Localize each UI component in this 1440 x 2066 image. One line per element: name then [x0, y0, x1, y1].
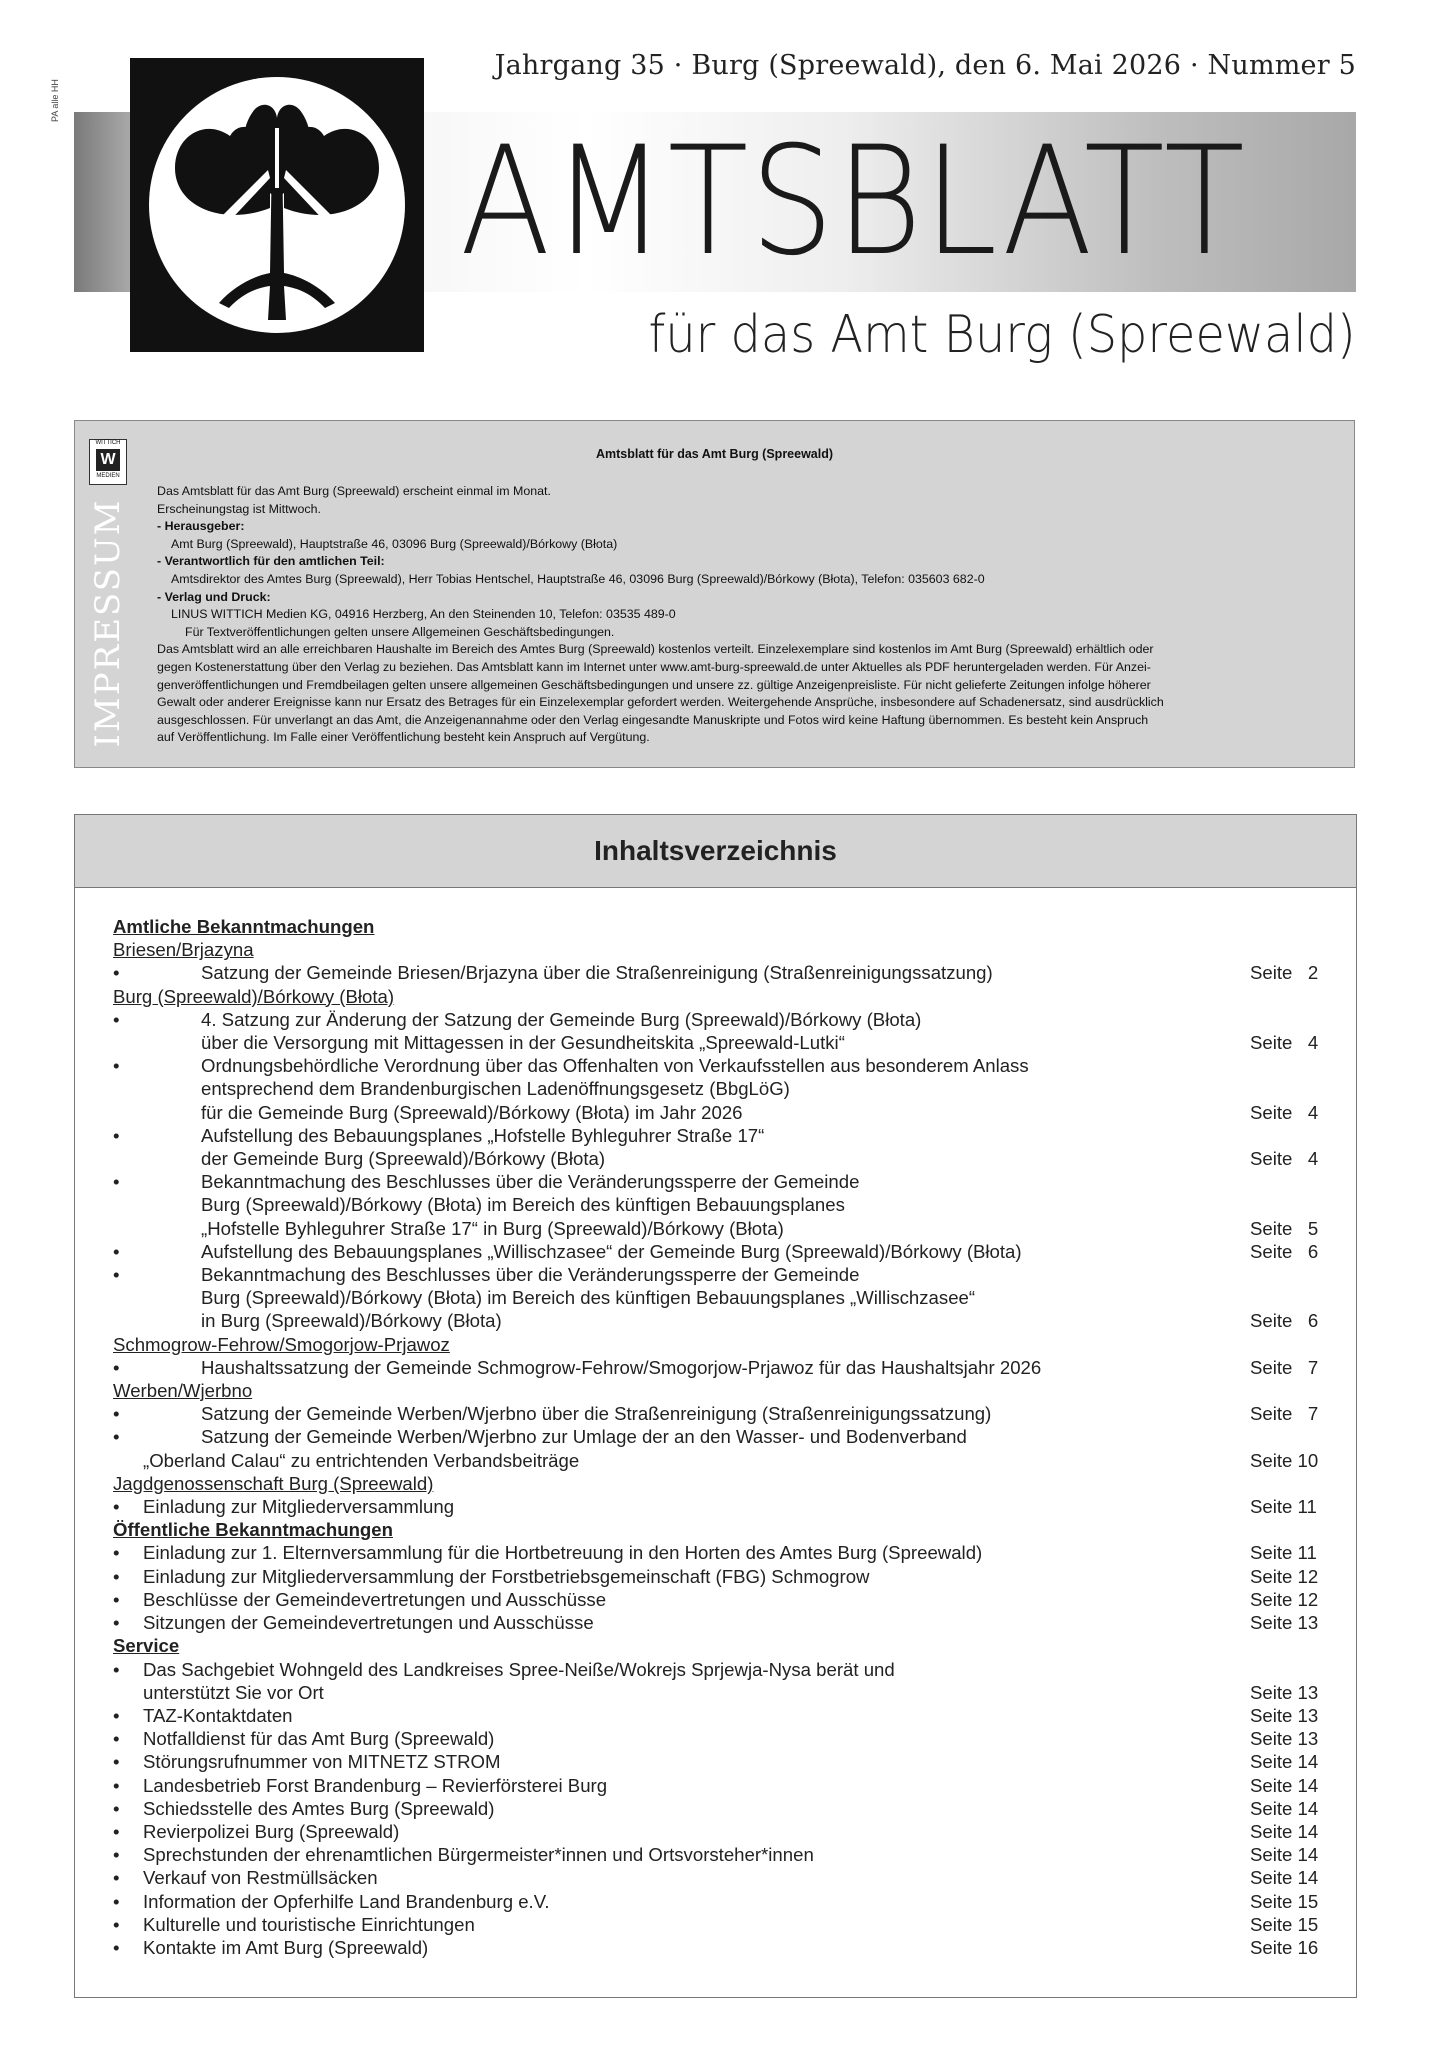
toc-entry	[113, 1309, 1322, 1332]
toc-entry-text: Notfalldienst für das Amt Burg (Spreewald)	[143, 1728, 495, 1750]
bullet-icon: •	[113, 1728, 120, 1750]
toc-entry-text: „Hofstelle Byhleguhrer Straße 17“ in Burg (Spreewald)/Bórkowy (Błota)	[201, 1217, 784, 1239]
toc-page-number: Seite 5	[1250, 1217, 1319, 1239]
bullet-icon: •	[113, 1844, 120, 1866]
toc-page-number: Seite 11	[1250, 1496, 1317, 1518]
impressum-line: Gewalt oder anderer Ereignisse kann nur Ersatz des Betrages für ein Einzelexemplar gefordert werden. Weitergehende Ansprüche, insbesondere auf Schadenersatz, sind ausdrücklich	[157, 695, 1164, 710]
toc-page-number: Seite 14	[1250, 1844, 1319, 1866]
bullet-icon: •	[113, 1008, 120, 1030]
toc-entry	[113, 1402, 1322, 1425]
impressum-line: gegen Kostenerstattung über den Verlag zu beziehen. Das Amtsblatt kann im Internet unter www.amt-burg-spreewald.de unter Aktuelles als PDF heruntergeladen werden. Für Anzei-	[157, 659, 1151, 674]
publisher-logo-bottom: MEDIEN	[96, 473, 120, 479]
toc-entry	[113, 1031, 1322, 1054]
toc-section-heading	[113, 1518, 1322, 1541]
impressum-line: Amtsdirektor des Amtes Burg (Spreewald), Herr Tobias Hentschel, Hauptstraße 46, 03096 Burg (Spreewald)/Bórkowy (Błota), Telefon: 035603 682-0	[171, 571, 985, 586]
toc-title: Inhaltsverzeichnis	[75, 815, 1356, 888]
toc-entry	[113, 961, 1322, 984]
impressum-vertical-label: IMPRESSUM	[88, 498, 128, 748]
toc-page-number: Seite 12	[1250, 1588, 1319, 1610]
toc-entry	[113, 1008, 1322, 1031]
bullet-icon: •	[113, 1658, 120, 1680]
toc-entry	[113, 1890, 1322, 1913]
toc-page-number: Seite 4	[1250, 1032, 1319, 1054]
toc-entry	[113, 1449, 1322, 1472]
toc-entry	[113, 1240, 1322, 1263]
impressum-line: Erscheinungstag ist Mittwoch.	[157, 501, 321, 516]
impressum-line: Amt Burg (Spreewald), Hauptstraße 46, 03096 Burg (Spreewald)/Bórkowy (Błota)	[171, 536, 618, 551]
toc-page-number: Seite 10	[1250, 1449, 1319, 1471]
bullet-icon: •	[113, 1240, 120, 1262]
impressum-line: ausgeschlossen. Für unverlangt an das Amt, die Anzeigenannahme oder den Verlag eingesandte Manuskripte und Fotos wird keine Haftung übernommen. Es besteht kein Anspruch	[157, 712, 1149, 727]
bullet-icon: •	[113, 1751, 120, 1773]
toc-page-number: Seite 4	[1250, 1101, 1319, 1123]
bullet-icon: •	[113, 1774, 120, 1796]
toc-page-number: Seite 14	[1250, 1820, 1319, 1842]
bullet-icon: •	[113, 1264, 120, 1286]
toc-entry	[113, 1054, 1322, 1077]
impressum-line: auf Veröffentlichung. Im Falle einer Veröffentlichung besteht kein Anspruch auf Vergütung.	[157, 730, 650, 745]
toc-entry-text: Burg (Spreewald)/Bórkowy (Błota) im Bereich des künftigen Bebauungsplanes „Willischzasee“	[201, 1287, 976, 1309]
toc-section-heading	[113, 915, 1322, 938]
masthead-title: AMTSBLATT	[460, 115, 1247, 289]
toc-page-number: Seite 13	[1250, 1728, 1319, 1750]
toc-entry-text: Einladung zur 1. Elternversammlung für die Hortbetreuung in den Horten des Amtes Burg (Spreewald)	[143, 1542, 983, 1564]
bullet-icon: •	[113, 1403, 120, 1425]
toc-entry-text: TAZ-Kontaktdaten	[143, 1704, 293, 1726]
toc-entry	[113, 1913, 1322, 1936]
toc-page-number: Seite 16	[1250, 1936, 1319, 1958]
issue-line: Jahrgang 35 · Burg (Spreewald), den 6. Mai 2026 · Nummer 5	[494, 50, 1356, 81]
toc-entry-text: Landesbetrieb Forst Brandenburg – Revierförsterei Burg	[143, 1774, 608, 1796]
publisher-logo-top: WITTICH	[95, 440, 121, 446]
toc-entry-text: Verkauf von Restmüllsäcken	[143, 1867, 378, 1889]
toc-entry	[113, 1936, 1322, 1959]
toc-entry-text: „Oberland Calau“ zu entrichtenden Verbandsbeiträge	[143, 1449, 580, 1471]
toc-page-number: Seite 7	[1250, 1403, 1319, 1425]
toc-entry	[113, 1147, 1322, 1170]
toc-heading-text: Service	[113, 1635, 180, 1657]
toc-entry	[113, 1588, 1322, 1611]
publisher-logo	[89, 439, 127, 485]
bullet-icon: •	[113, 1588, 120, 1610]
toc-heading-text: Amtliche Bekanntmachungen	[113, 916, 375, 937]
toc-entry	[113, 1658, 1322, 1681]
toc-entry-text: Bekanntmachung des Beschlusses über die Veränderungssperre der Gemeinde	[201, 1264, 860, 1286]
toc-entry-text: Aufstellung des Bebauungsplanes „Willischzasee“ der Gemeinde Burg (Spreewald)/Bórkowy (Błota)	[201, 1240, 1022, 1262]
toc-page-number: Seite 13	[1250, 1704, 1319, 1726]
impressum-line: Für Textveröffentlichungen gelten unsere Allgemeinen Geschäftsbedingungen.	[185, 624, 615, 639]
impressum-label: - Herausgeber:	[157, 519, 245, 534]
bullet-icon: •	[113, 1820, 120, 1842]
toc-entry	[113, 1077, 1322, 1100]
toc-entry-text: Einladung zur Mitgliederversammlung	[143, 1496, 455, 1518]
toc-entry	[113, 1797, 1322, 1820]
toc-entry-text: Störungsrufnummer von MITNETZ STROM	[143, 1751, 501, 1773]
toc-page-number: Seite 12	[1250, 1565, 1319, 1587]
three-leaf-emblem-icon	[130, 58, 424, 352]
toc-subsection-heading	[113, 985, 1322, 1008]
bullet-icon: •	[113, 1055, 120, 1077]
toc-entry-text: Information der Opferhilfe Land Brandenburg e.V.	[143, 1890, 550, 1912]
toc-heading-text: Öffentliche Bekanntmachungen	[113, 1519, 393, 1541]
toc-entry	[113, 1170, 1322, 1193]
toc-entry-text: Sprechstunden der ehrenamtlichen Bürgermeister*innen und Ortsvorsteher*innen	[143, 1844, 814, 1866]
toc-page-number: Seite 13	[1250, 1681, 1319, 1703]
toc-page-number: Seite 13	[1250, 1612, 1319, 1634]
toc-page-number: Seite 14	[1250, 1797, 1319, 1819]
toc-entry-text: über die Versorgung mit Mittagessen in der Gesundheitskita „Spreewald-Lutki“	[201, 1032, 845, 1054]
toc-entry	[113, 1704, 1322, 1727]
toc-entry-text: unterstützt Sie vor Ort	[143, 1681, 324, 1703]
toc-entry	[113, 1611, 1322, 1634]
impressum-line: Das Amtsblatt wird an alle erreichbaren Haushalte im Bereich des Amtes Burg (Spreewald) kostenlos verteilt. Einzelexemplare sind kostenlos im Amt Burg (Spreewald) erhältlich oder	[157, 642, 1154, 657]
bullet-icon: •	[113, 1797, 120, 1819]
toc-entry	[113, 1774, 1322, 1797]
distribution-note: PA alle HH	[50, 79, 60, 122]
toc-entry-text: Bekanntmachung des Beschlusses über die Veränderungssperre der Gemeinde	[201, 1171, 860, 1193]
bullet-icon: •	[113, 1171, 120, 1193]
impressum-title: Amtsblatt für das Amt Burg (Spreewald)	[595, 447, 834, 461]
toc-entry	[113, 1263, 1322, 1286]
toc-entry-text: Beschlüsse der Gemeindevertretungen und Ausschüsse	[143, 1588, 607, 1610]
toc-subsection-heading	[113, 1472, 1322, 1495]
impressum-line: LINUS WITTICH Medien KG, 04916 Herzberg, An den Steinenden 10, Telefon: 03535 489-0	[171, 607, 676, 622]
toc-entry	[113, 1681, 1322, 1704]
bullet-icon: •	[113, 1704, 120, 1726]
toc-heading-text: Burg (Spreewald)/Bórkowy (Błota)	[113, 985, 395, 1007]
toc-entry-text: in Burg (Spreewald)/Bórkowy (Błota)	[201, 1310, 502, 1332]
toc-entry-text: Kulturelle und touristische Einrichtungen	[143, 1913, 475, 1935]
toc-entry-text: Satzung der Gemeinde Werben/Wjerbno zur Umlage der an den Wasser- und Bodenverband	[201, 1426, 967, 1448]
toc-page-number: Seite 6	[1250, 1240, 1319, 1262]
bullet-icon: •	[113, 1356, 120, 1378]
toc-heading-text: Jagdgenossenschaft Burg (Spreewald)	[113, 1472, 434, 1494]
toc-entry	[113, 1286, 1322, 1309]
masthead-subtitle: für das Amt Burg (Spreewald)	[648, 305, 1356, 365]
toc-entry	[113, 1750, 1322, 1773]
toc-entry	[113, 1541, 1322, 1564]
toc-page-number: Seite 7	[1250, 1356, 1319, 1378]
toc-entry	[113, 1866, 1322, 1889]
toc-entry	[113, 1124, 1322, 1147]
toc-section-heading	[113, 1634, 1322, 1657]
toc-entry-text: Satzung der Gemeinde Briesen/Brjazyna über die Straßenreinigung (Straßenreinigungssatzung)	[201, 962, 993, 984]
impressum-body	[157, 483, 1342, 747]
impressum-line: Das Amtsblatt für das Amt Burg (Spreewald) erscheint einmal im Monat.	[157, 484, 551, 498]
toc-entry-text: 4. Satzung zur Änderung der Satzung der Gemeinde Burg (Spreewald)/Bórkowy (Błota)	[201, 1008, 922, 1030]
toc-page-number: Seite 2	[1250, 962, 1319, 984]
bullet-icon: •	[113, 1612, 120, 1634]
impressum-label: - Verantwortlich für den amtlichen Teil:	[157, 554, 385, 569]
toc-entry-text: für die Gemeinde Burg (Spreewald)/Bórkowy (Błota) im Jahr 2026	[201, 1101, 743, 1123]
toc-entry	[113, 1101, 1322, 1124]
bullet-icon: •	[113, 1496, 120, 1518]
toc-subsection-heading	[113, 1379, 1322, 1402]
toc-subsection-heading	[113, 1333, 1322, 1356]
toc-entry	[113, 1217, 1322, 1240]
toc-entry-text: Revierpolizei Burg (Spreewald)	[143, 1820, 400, 1842]
impressum-box	[74, 420, 1355, 768]
toc-entry-text: Das Sachgebiet Wohngeld des Landkreises Spree-Neiße/Wokrejs Sprjewja-Nysa berät und	[143, 1658, 895, 1680]
toc-heading-text: Briesen/Brjazyna	[113, 939, 254, 961]
toc-entry-text: Schiedsstelle des Amtes Burg (Spreewald)	[143, 1797, 495, 1819]
toc-entry-text: Aufstellung des Bebauungsplanes „Hofstelle Byhleguhrer Straße 17“	[201, 1124, 765, 1146]
impressum-line: genveröffentlichungen und Fremdbeilagen gelten unsere allgemeinen Geschäftsbedingungen und unsere zz. gültige Anzeigenpreisliste. Für nicht gelieferte Zeitungen infolge höherer	[157, 677, 1151, 692]
toc-entry-text: Satzung der Gemeinde Werben/Wjerbno über die Straßenreinigung (Straßenreinigungssatzung)	[201, 1403, 992, 1425]
toc-entry	[113, 1727, 1322, 1750]
bullet-icon: •	[113, 1890, 120, 1912]
table-of-contents	[74, 814, 1357, 1998]
toc-entry	[113, 1425, 1322, 1448]
toc-entry-text: der Gemeinde Burg (Spreewald)/Bórkowy (Błota)	[201, 1148, 606, 1170]
toc-page-number: Seite 4	[1250, 1148, 1319, 1170]
bullet-icon: •	[113, 1913, 120, 1935]
publisher-logo-letter: W	[96, 449, 120, 471]
toc-page-number: Seite 14	[1250, 1751, 1319, 1773]
toc-entry	[113, 1495, 1322, 1518]
toc-page-number: Seite 11	[1250, 1542, 1317, 1564]
toc-entry-text: entsprechend dem Brandenburgischen Ladenöffnungsgesetz (BbgLöG)	[201, 1078, 790, 1100]
toc-entry	[113, 1820, 1322, 1843]
impressum-label: - Verlag und Druck:	[157, 589, 271, 604]
toc-entry-text: Burg (Spreewald)/Bórkowy (Błota) im Bereich des künftigen Bebauungsplanes	[201, 1194, 845, 1216]
bullet-icon: •	[113, 1542, 120, 1564]
toc-entry-text: Kontakte im Amt Burg (Spreewald)	[143, 1936, 429, 1958]
toc-entry-text: Ordnungsbehördliche Verordnung über das Offenhalten von Verkaufsstellen aus besonderem Anlass	[201, 1055, 1029, 1077]
bullet-icon: •	[113, 962, 120, 984]
toc-entry	[113, 1356, 1322, 1379]
bullet-icon: •	[113, 1426, 120, 1448]
toc-page-number: Seite 14	[1250, 1867, 1319, 1889]
toc-page-number: Seite 6	[1250, 1310, 1319, 1332]
toc-page-number: Seite 14	[1250, 1774, 1319, 1796]
toc-heading-text: Schmogrow-Fehrow/Smogorjow-Prjawoz	[113, 1333, 450, 1355]
bullet-icon: •	[113, 1867, 120, 1889]
toc-page-number: Seite 15	[1250, 1890, 1319, 1912]
toc-entry	[113, 1565, 1322, 1588]
toc-entry-text: Einladung zur Mitgliederversammlung der Forstbetriebsgemeinschaft (FBG) Schmogrow	[143, 1565, 870, 1587]
bullet-icon: •	[113, 1124, 120, 1146]
toc-entry	[113, 1193, 1322, 1216]
toc-entry	[113, 1843, 1322, 1866]
toc-page-number: Seite 15	[1250, 1913, 1319, 1935]
bullet-icon: •	[113, 1936, 120, 1958]
toc-entry-text: Sitzungen der Gemeindevertretungen und Ausschüsse	[143, 1612, 594, 1634]
toc-heading-text: Werben/Wjerbno	[113, 1380, 253, 1402]
toc-subsection-heading	[113, 938, 1322, 961]
toc-entry-text: Haushaltssatzung der Gemeinde Schmogrow-Fehrow/Smogorjow-Prjawoz für das Haushaltsjahr 2026	[201, 1356, 1042, 1378]
toc-list	[113, 915, 1322, 1959]
bullet-icon: •	[113, 1565, 120, 1587]
